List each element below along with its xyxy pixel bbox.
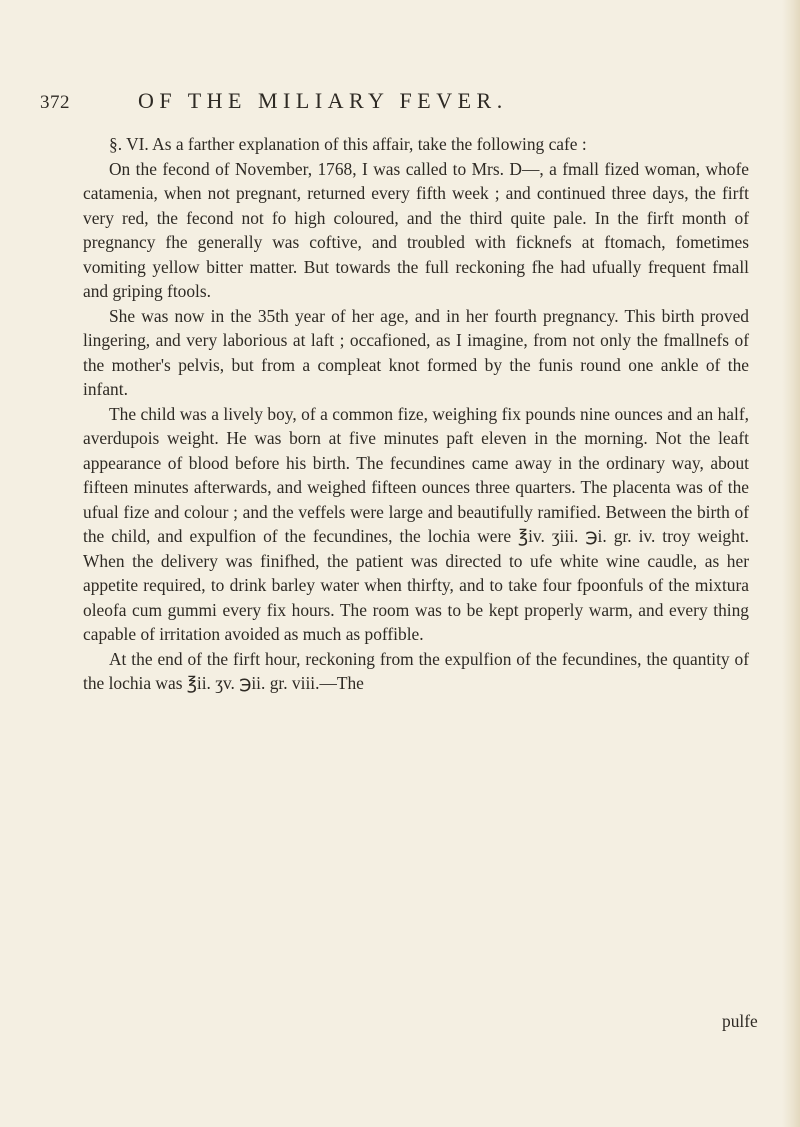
running-head: OF THE MILIARY FEVER. [138,88,508,113]
page-number: 372 [40,92,70,113]
page-edge-shadow [782,0,800,1127]
body-text [83,132,749,696]
page-header [40,88,760,118]
paragraph: She was now in the 35th year of her age, and in her fourth pregnancy. This birth proved lingering, and very laborious at laft ; occafioned, as I imagine, from not only the fmallnefs of the mother's pelvis, but from a compleat knot formed by the funis round one ankle of the infant. [83,305,749,399]
paragraph: On the fecond of November, 1768, I was called to Mrs. D—, a fmall fized woman, whofe catamenia, when not pregnant, returned every fifth week ; and continued three days, the firft very red, the fecond not fo high coloured, and the third quite pale. In the firft month of pregnancy fhe generally was coftive, and troubled with ficknefs at ftomach, fometimes vomiting yellow bitter matter. But towards the full reckoning fhe had ufually frequent fmall and griping ftools. [83,158,749,301]
catchword: pulfe [722,1011,758,1031]
paragraph-section-heading: §. VI. As a farther explanation of this affair, take the following cafe : [109,134,587,154]
paragraph: The child was a lively boy, of a common fize, weighing fix pounds nine ounces and an half, averdupois weight. He was born at five minutes paft eleven in the morning. Not the leaft appearance of blood before his birth. The fecundines came away in the ordinary way, about fifteen minutes afterwards, and weighed fifteen ounces three quarters. The placenta was of the ufual fize and colour ; and the veffels were large and beautifully ramified. Between the birth of the child, and expulfion of the fecundines, the lochia were ℥iv. ʒiii. ℈i. gr. iv. troy weight. When the delivery was finifhed, the patient was directed to ufe white wine caudle, as her appetite required, to drink barley water when thirfty, and to take four fpoonfuls of the mixtura oleofa cum gummi every fix hours. The room was to be kept properly warm, and every thing capable of irritation avoided as much as poffible. [83,403,749,644]
paragraph: At the end of the firft hour, reckoning from the expulfion of the fecundines, the quantity of the lochia was ℥ii. ʒv. ℈ii. gr. viii.—The [83,648,749,693]
